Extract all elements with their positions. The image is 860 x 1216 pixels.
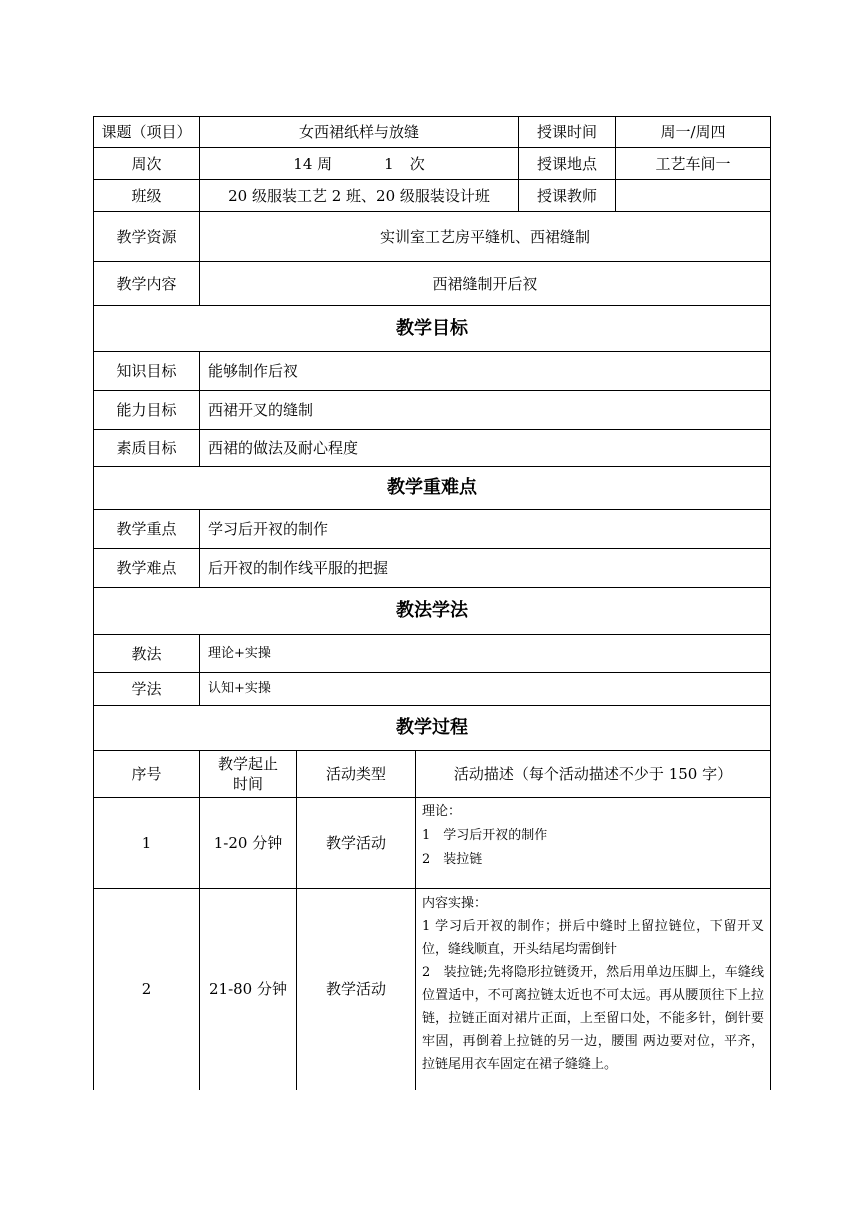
process-header-row (94, 751, 771, 798)
week-number: 14 周 (293, 154, 333, 173)
process-type: 教学活动 (297, 889, 416, 1090)
objective-label: 素质目标 (94, 430, 200, 467)
process-no: 2 (94, 889, 200, 1090)
keypoint-value: 学习后开衩的制作 (200, 510, 771, 549)
resources-label: 教学资源 (94, 212, 200, 262)
class-value: 20 级服装工艺 2 班、20 级服装设计班 (200, 180, 519, 212)
keypoints-heading-row (94, 467, 771, 510)
description-line: 1 学习后开衩的制作；拼后中缝时上留拉链位，下留开叉位，缝线顺直，开头结尾均需倒针 (422, 919, 765, 957)
time-label: 授课时间 (519, 117, 616, 148)
method-row (94, 635, 771, 673)
method-label: 学法 (94, 673, 200, 706)
col-header-desc: 活动描述（每个活动描述不少于 150 字） (416, 751, 771, 798)
keypoint-row (94, 510, 771, 549)
keypoint-label: 教学重点 (94, 510, 200, 549)
col-header-time-line1: 教学起止 (217, 755, 278, 773)
process-time: 1-20 分钟 (200, 798, 297, 889)
description-line: 2 装拉链 (422, 852, 483, 867)
description-line: 理论： (422, 804, 462, 819)
process-description (416, 798, 771, 889)
content-label: 教学内容 (94, 262, 200, 306)
process-time: 21-80 分钟 (200, 889, 297, 1090)
method-row (94, 673, 771, 706)
objective-value: 能够制作后衩 (200, 352, 771, 391)
objective-value: 西裙的做法及耐心程度 (200, 430, 771, 467)
process-heading-row (94, 706, 771, 751)
process-row (94, 889, 771, 1090)
time-value: 周一/周四 (616, 117, 771, 148)
method-value: 理论+实操 (200, 635, 771, 673)
col-header-time-line2: 时间 (232, 775, 263, 793)
keypoint-label: 教学难点 (94, 549, 200, 588)
col-header-no: 序号 (94, 751, 200, 798)
session-number: 1 (384, 154, 394, 173)
class-row (94, 180, 771, 212)
keypoints-heading: 教学重难点 (94, 467, 771, 510)
objective-row (94, 391, 771, 430)
resources-value: 实训室工艺房平缝机、西裙缝制 (200, 212, 771, 262)
objectives-heading: 教学目标 (94, 306, 771, 352)
method-label: 教法 (94, 635, 200, 673)
resources-row (94, 212, 771, 262)
objective-row (94, 352, 771, 391)
methods-heading-row (94, 588, 771, 635)
topic-value: 女西裙纸样与放缝 (200, 117, 519, 148)
method-value: 认知+实操 (200, 673, 771, 706)
content-row (94, 262, 771, 306)
place-value: 工艺车间一 (616, 148, 771, 180)
objective-label: 知识目标 (94, 352, 200, 391)
description-line: 2 装拉链;先将隐形拉链烫开，然后用单边压脚上，车缝线位置适中，不可离拉链太近也不可太远。再从腰顶往下上拉链，拉链正面对裙片正面，上至留口处，不能多针，倒针要牢固，再倒着上拉链的另一边，腰围 两边要对位，平齐，拉链尾用衣车固定在裙子缝缝上。 (422, 965, 765, 1072)
session-unit: 次 (409, 154, 425, 173)
week-value (200, 148, 519, 180)
objective-label: 能力目标 (94, 391, 200, 430)
col-header-type: 活动类型 (297, 751, 416, 798)
topic-row (94, 117, 771, 148)
objective-row (94, 430, 771, 467)
lesson-plan-table (93, 116, 771, 1090)
objectives-heading-row (94, 306, 771, 352)
class-label: 班级 (94, 180, 200, 212)
description-line: 内容实操： (422, 896, 488, 911)
objective-value: 西裙开叉的缝制 (200, 391, 771, 430)
keypoint-value: 后开衩的制作线平服的把握 (200, 549, 771, 588)
process-heading: 教学过程 (94, 706, 771, 751)
teacher-value (616, 180, 771, 212)
col-header-time (200, 751, 297, 798)
keypoint-row (94, 549, 771, 588)
content-value: 西裙缝制开后衩 (200, 262, 771, 306)
place-label: 授课地点 (519, 148, 616, 180)
week-label: 周次 (94, 148, 200, 180)
lesson-plan (93, 116, 770, 1090)
process-row (94, 798, 771, 889)
topic-label: 课题（项目） (94, 117, 200, 148)
process-description (416, 889, 771, 1090)
methods-heading: 教法学法 (94, 588, 771, 635)
process-no: 1 (94, 798, 200, 889)
week-row (94, 148, 771, 180)
process-type: 教学活动 (297, 798, 416, 889)
description-line: 1 学习后开衩的制作 (422, 828, 548, 843)
teacher-label: 授课教师 (519, 180, 616, 212)
